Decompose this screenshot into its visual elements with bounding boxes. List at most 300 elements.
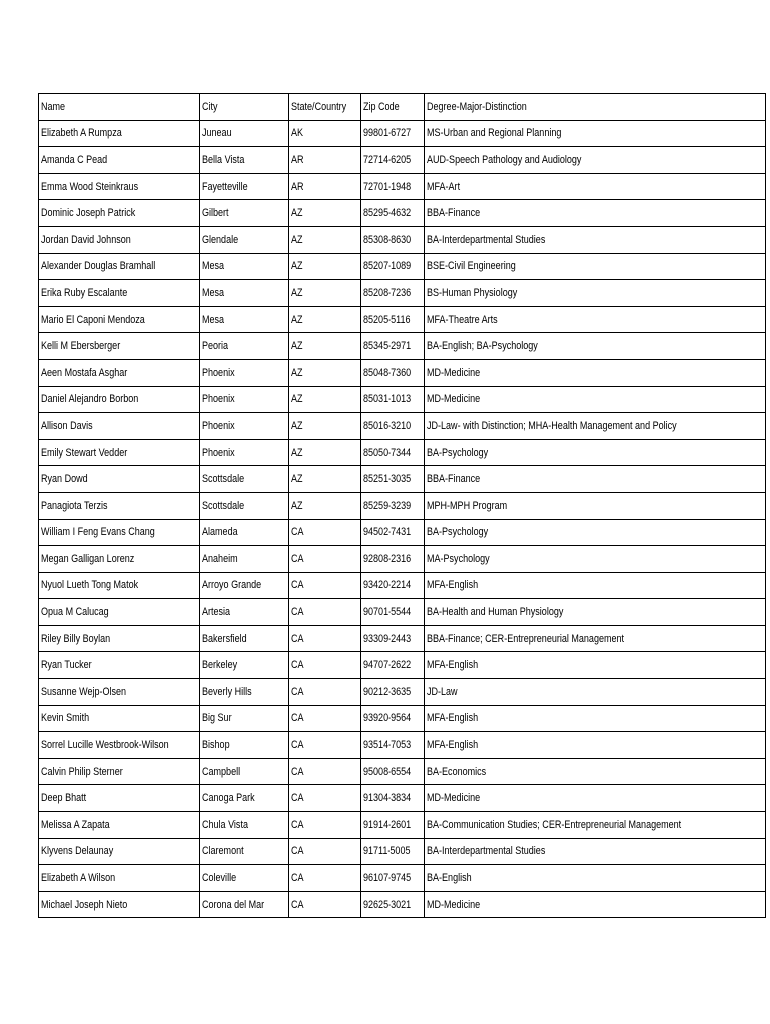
header-label: Name [41,100,66,113]
cell-text: Aeen Mostafa Asghar [41,366,128,379]
cell-text: MD-Medicine [426,792,480,805]
cell-text: Berkeley [201,659,237,672]
cell-name [39,333,200,360]
cell-name [39,492,200,519]
cell-text: Emma Wood Steinkraus [41,180,139,193]
cell-text: BA-Communication Studies; CER-Entrepreneurial Management [426,818,681,831]
cell-text: Bishop [201,739,230,752]
cell-text: 91711-5005 [362,845,411,858]
cell-text: Phoenix [201,393,235,406]
header-name [39,94,200,121]
cell-city [199,572,288,599]
cell-zip-code [360,413,424,440]
cell-city [199,413,288,440]
cell-text: Scottsdale [201,499,244,512]
cell-text: Megan Galligan Lorenz [41,552,135,565]
cell-text: CA [290,685,304,698]
table-row [39,625,766,652]
cell-state-country [288,413,360,440]
cell-zip-code [360,386,424,413]
cell-text: Fayetteville [201,180,248,193]
cell-text: Daniel Alejandro Borbon [41,393,139,406]
table-row [39,200,766,227]
cell-text: CA [290,872,304,885]
table-row [39,386,766,413]
cell-text: Kevin Smith [41,712,90,725]
cell-degree-major-distinction [424,306,765,333]
cell-name [39,280,200,307]
cell-name [39,359,200,386]
cell-text: Bakersfield [201,632,247,645]
cell-zip-code [360,838,424,865]
cell-text: 94502-7431 [362,526,412,539]
cell-text: 93420-2214 [362,579,412,592]
cell-name [39,439,200,466]
cell-text: CA [290,659,304,672]
cell-state-country [288,359,360,386]
cell-text: Mesa [201,260,224,273]
cell-text: 85031-1013 [362,393,412,406]
table-row [39,306,766,333]
cell-text: 72714-6205 [362,153,412,166]
cell-degree-major-distinction [424,838,765,865]
cell-degree-major-distinction [424,200,765,227]
table-row [39,785,766,812]
cell-text: MD-Medicine [426,898,480,911]
cell-text: 85345-2971 [362,340,412,353]
cell-text: AUD-Speech Pathology and Audiology [426,153,582,166]
cell-zip-code [360,280,424,307]
cell-degree-major-distinction [424,519,765,546]
cell-text: AZ [290,286,303,299]
cell-name [39,891,200,918]
cell-text: CA [290,632,304,645]
cell-zip-code [360,226,424,253]
cell-text: CA [290,712,304,725]
table-row [39,147,766,174]
cell-state-country [288,865,360,892]
cell-city [199,200,288,227]
cell-text: Michael Joseph Nieto [41,898,128,911]
cell-text: Allison Davis [41,419,93,432]
cell-text: BA-English [426,872,472,885]
cell-text: CA [290,526,304,539]
cell-text: William I Feng Evans Chang [41,526,155,539]
cell-state-country [288,200,360,227]
cell-text: 93514-7053 [362,739,412,752]
cell-zip-code [360,679,424,706]
cell-text: 96107-9745 [362,872,412,885]
cell-text: BA-Psychology [426,446,488,459]
graduates-table [38,93,766,918]
cell-text: MD-Medicine [426,366,480,379]
cell-zip-code [360,625,424,652]
cell-city [199,679,288,706]
cell-state-country [288,333,360,360]
cell-degree-major-distinction [424,891,765,918]
cell-city [199,333,288,360]
table-row [39,226,766,253]
cell-name [39,705,200,732]
cell-text: BA-English; BA-Psychology [426,340,538,353]
cell-text: Canoga Park [201,792,255,805]
cell-text: AK [290,127,303,140]
table-row [39,546,766,573]
cell-text: MS-Urban and Regional Planning [426,127,562,140]
cell-city [199,705,288,732]
cell-text: 85207-1089 [362,260,412,273]
cell-name [39,758,200,785]
cell-zip-code [360,652,424,679]
cell-text: Elizabeth A Rumpza [41,127,122,140]
cell-zip-code [360,865,424,892]
cell-text: 99801-6727 [362,127,412,140]
cell-text: AR [290,153,304,166]
cell-text: 85208-7236 [362,286,412,299]
cell-city [199,599,288,626]
cell-text: Chula Vista [201,818,248,831]
cell-text: AZ [290,340,303,353]
cell-text: JD-Law- with Distinction; MHA-Health Management and Policy [426,419,677,432]
cell-city [199,306,288,333]
cell-text: Alexander Douglas Bramhall [41,260,156,273]
cell-name [39,386,200,413]
cell-text: 93920-9564 [362,712,412,725]
cell-text: MFA-English [426,579,478,592]
table-row [39,891,766,918]
cell-degree-major-distinction [424,147,765,174]
cell-name [39,226,200,253]
header-label: Degree-Major-Distinction [426,100,527,113]
cell-zip-code [360,546,424,573]
cell-city [199,838,288,865]
cell-degree-major-distinction [424,173,765,200]
cell-text: Elizabeth A Wilson [41,872,116,885]
cell-name [39,812,200,839]
cell-state-country [288,652,360,679]
cell-state-country [288,679,360,706]
cell-degree-major-distinction [424,652,765,679]
cell-text: 85259-3239 [362,499,412,512]
table-row [39,120,766,147]
cell-text: Ryan Tucker [41,659,92,672]
cell-text: Bella Vista [201,153,245,166]
cell-text: 85205-5116 [362,313,411,326]
cell-state-country [288,173,360,200]
header-label: State/Country [290,100,346,113]
cell-degree-major-distinction [424,812,765,839]
cell-state-country [288,572,360,599]
cell-text: AZ [290,419,303,432]
cell-name [39,200,200,227]
cell-text: CA [290,552,304,565]
cell-city [199,466,288,493]
cell-city [199,439,288,466]
cell-text: Dominic Joseph Patrick [41,207,136,220]
cell-text: Arroyo Grande [201,579,261,592]
cell-city [199,147,288,174]
cell-text: Claremont [201,845,244,858]
cell-name [39,599,200,626]
cell-text: Phoenix [201,366,235,379]
cell-text: Erika Ruby Escalante [41,286,128,299]
cell-city [199,519,288,546]
cell-degree-major-distinction [424,732,765,759]
cell-text: 95008-6554 [362,765,412,778]
cell-name [39,546,200,573]
cell-text: JD-Law [426,685,458,698]
cell-degree-major-distinction [424,492,765,519]
cell-degree-major-distinction [424,413,765,440]
header-label: Zip Code [362,100,400,113]
cell-zip-code [360,891,424,918]
cell-text: Mario El Caponi Mendoza [41,313,145,326]
header-label: City [201,100,218,113]
cell-text: Gilbert [201,207,229,220]
cell-text: Scottsdale [201,473,244,486]
cell-text: Melissa A Zapata [41,818,110,831]
table-row [39,519,766,546]
cell-state-country [288,386,360,413]
cell-degree-major-distinction [424,280,765,307]
cell-text: CA [290,792,304,805]
cell-zip-code [360,785,424,812]
table-row [39,439,766,466]
table-row [39,812,766,839]
cell-zip-code [360,732,424,759]
cell-text: BA-Health and Human Physiology [426,606,564,619]
cell-state-country [288,546,360,573]
cell-city [199,758,288,785]
cell-text: MFA-Theatre Arts [426,313,498,326]
cell-text: MFA-Art [426,180,460,193]
cell-text: Anaheim [201,552,238,565]
cell-text: BA-Interdepartmental Studies [426,233,546,246]
cell-text: MFA-English [426,659,478,672]
cell-zip-code [360,147,424,174]
cell-city [199,625,288,652]
cell-name [39,679,200,706]
cell-degree-major-distinction [424,386,765,413]
cell-state-country [288,625,360,652]
cell-zip-code [360,705,424,732]
cell-text: BS-Human Physiology [426,286,517,299]
cell-zip-code [360,519,424,546]
cell-text: AZ [290,313,303,326]
cell-zip-code [360,120,424,147]
cell-degree-major-distinction [424,546,765,573]
cell-degree-major-distinction [424,120,765,147]
cell-state-country [288,785,360,812]
table-row [39,732,766,759]
cell-text: Coleville [201,872,236,885]
cell-degree-major-distinction [424,785,765,812]
cell-text: MFA-English [426,712,478,725]
cell-degree-major-distinction [424,705,765,732]
table-row [39,492,766,519]
cell-text: Corona del Mar [201,898,264,911]
cell-text: Ryan Dowd [41,473,88,486]
cell-state-country [288,705,360,732]
cell-text: AR [290,180,304,193]
cell-text: 91914-2601 [362,818,412,831]
cell-city [199,492,288,519]
table-row [39,758,766,785]
cell-state-country [288,891,360,918]
cell-text: Panagiota Terzis [41,499,108,512]
cell-city [199,173,288,200]
cell-degree-major-distinction [424,625,765,652]
cell-zip-code [360,359,424,386]
cell-name [39,173,200,200]
cell-text: BA-Psychology [426,526,488,539]
cell-text: Beverly Hills [201,685,252,698]
cell-text: AZ [290,473,303,486]
cell-text: CA [290,818,304,831]
cell-state-country [288,253,360,280]
cell-state-country [288,599,360,626]
cell-text: Mesa [201,286,224,299]
cell-state-country [288,519,360,546]
cell-name [39,147,200,174]
cell-name [39,785,200,812]
cell-text: AZ [290,499,303,512]
cell-degree-major-distinction [424,226,765,253]
cell-text: AZ [290,446,303,459]
cell-state-country [288,466,360,493]
cell-name [39,519,200,546]
cell-text: Alameda [201,526,238,539]
cell-zip-code [360,599,424,626]
cell-zip-code [360,200,424,227]
cell-state-country [288,306,360,333]
cell-zip-code [360,812,424,839]
cell-city [199,280,288,307]
cell-text: MPH-MPH Program [426,499,507,512]
cell-text: Artesia [201,606,230,619]
table-row [39,359,766,386]
cell-text: CA [290,898,304,911]
cell-text: Susanne Wejp-Olsen [41,685,127,698]
cell-zip-code [360,253,424,280]
cell-name [39,572,200,599]
cell-zip-code [360,758,424,785]
cell-text: Kelli M Ebersberger [41,340,121,353]
cell-degree-major-distinction [424,758,765,785]
cell-text: 91304-3834 [362,792,412,805]
cell-text: Nyuol Lueth Tong Matok [41,579,139,592]
table-row [39,413,766,440]
cell-text: BSE-Civil Engineering [426,260,516,273]
cell-name [39,625,200,652]
cell-text: 94707-2622 [362,659,412,672]
cell-text: Sorrel Lucille Westbrook-Wilson [41,739,169,752]
cell-text: 93309-2443 [362,632,412,645]
cell-city [199,359,288,386]
cell-degree-major-distinction [424,466,765,493]
cell-city [199,120,288,147]
cell-text: BBA-Finance; CER-Entrepreneurial Management [426,632,624,645]
cell-text: 92808-2316 [362,552,412,565]
table-row [39,679,766,706]
table-row [39,572,766,599]
cell-zip-code [360,173,424,200]
cell-text: Jordan David Johnson [41,233,131,246]
table-row [39,865,766,892]
header-degree-major-distinction [424,94,765,121]
cell-text: BBA-Finance [426,207,480,220]
cell-zip-code [360,333,424,360]
table-row [39,705,766,732]
table-row [39,333,766,360]
cell-text: AZ [290,207,303,220]
cell-zip-code [360,306,424,333]
cell-state-country [288,492,360,519]
cell-text: 85308-8630 [362,233,412,246]
cell-state-country [288,120,360,147]
cell-state-country [288,758,360,785]
cell-text: 72701-1948 [362,180,412,193]
table-row [39,466,766,493]
cell-city [199,226,288,253]
cell-city [199,812,288,839]
cell-degree-major-distinction [424,572,765,599]
cell-text: 90701-5544 [362,606,412,619]
cell-city [199,865,288,892]
cell-text: Juneau [201,127,232,140]
table-row [39,280,766,307]
cell-degree-major-distinction [424,679,765,706]
cell-text: Peoria [201,340,228,353]
cell-zip-code [360,466,424,493]
cell-degree-major-distinction [424,439,765,466]
cell-state-country [288,838,360,865]
cell-zip-code [360,572,424,599]
cell-state-country [288,439,360,466]
cell-text: AZ [290,366,303,379]
cell-city [199,253,288,280]
cell-name [39,732,200,759]
cell-name [39,466,200,493]
cell-zip-code [360,492,424,519]
cell-degree-major-distinction [424,333,765,360]
cell-zip-code [360,439,424,466]
table-body [39,120,766,918]
cell-text: 85016-3210 [362,419,412,432]
cell-text: CA [290,765,304,778]
cell-state-country [288,812,360,839]
cell-text: 85048-7360 [362,366,412,379]
cell-text: MA-Psychology [426,552,490,565]
cell-degree-major-distinction [424,253,765,280]
header-zip-code [360,94,424,121]
cell-text: 85050-7344 [362,446,412,459]
cell-text: AZ [290,260,303,273]
cell-city [199,386,288,413]
cell-text: Phoenix [201,419,235,432]
cell-text: Mesa [201,313,224,326]
cell-name [39,413,200,440]
table-row [39,253,766,280]
cell-name [39,865,200,892]
cell-text: 85295-4632 [362,207,412,220]
cell-city [199,652,288,679]
cell-name [39,253,200,280]
cell-text: MFA-English [426,739,478,752]
cell-degree-major-distinction [424,865,765,892]
table-row [39,838,766,865]
cell-text: Campbell [201,765,240,778]
